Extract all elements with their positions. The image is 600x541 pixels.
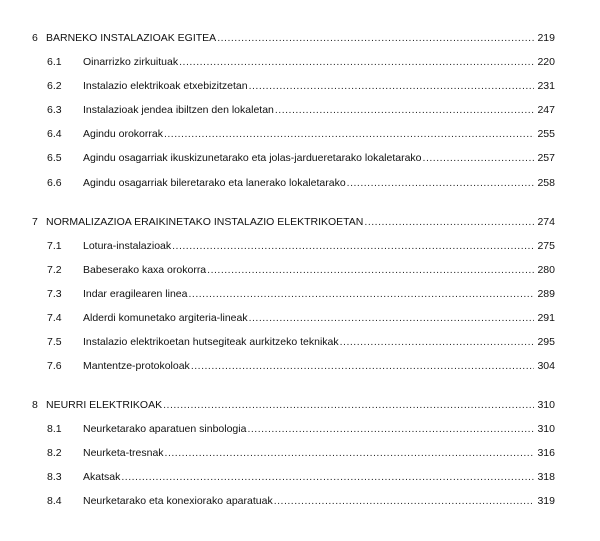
section-number: 7.6 (47, 360, 62, 372)
toc-section-6-3[interactable] (0, 103, 600, 117)
toc-chapter-8[interactable] (0, 398, 600, 412)
toc-section-7-4[interactable] (0, 311, 600, 325)
toc-section-6-2[interactable] (0, 79, 600, 93)
page-number: 291 (537, 312, 555, 324)
page-number: 275 (537, 240, 555, 252)
page-number: 310 (537, 399, 555, 411)
toc-section-8-1[interactable] (0, 422, 600, 436)
section-title: Neurketarako aparatuen sinbologia (83, 423, 247, 435)
section-title: Neurketarako eta konexiorako aparatuak (83, 495, 273, 507)
section-title: Babeserako kaxa orokorra (83, 264, 207, 276)
dot-leader (179, 55, 534, 69)
chapter-number: 8 (32, 399, 38, 411)
chapter-title: BARNEKO INSTALAZIOAK EGITEA (46, 32, 217, 44)
dot-leader (191, 359, 535, 373)
dot-leader (172, 239, 534, 253)
toc-section-6-1[interactable] (0, 55, 600, 69)
chapter-number: 7 (32, 216, 38, 228)
dot-leader (189, 287, 535, 301)
section-number: 7.3 (47, 288, 62, 300)
section-number: 6.6 (47, 177, 62, 189)
page-number: 304 (537, 360, 555, 372)
dot-leader (274, 494, 535, 508)
dot-leader (347, 176, 535, 190)
dot-leader (217, 31, 534, 45)
section-title: Lotura-instalazioak (83, 240, 172, 252)
section-number: 6.3 (47, 104, 62, 116)
dot-leader (249, 311, 535, 325)
section-number: 7.5 (47, 336, 62, 348)
page-number: 220 (537, 56, 555, 68)
page-number: 310 (537, 423, 555, 435)
page-number: 257 (537, 152, 555, 164)
toc-section-7-6[interactable] (0, 359, 600, 373)
chapter-number: 6 (32, 32, 38, 44)
section-number: 8.1 (47, 423, 62, 435)
dot-leader (364, 215, 534, 229)
section-number: 7.4 (47, 312, 62, 324)
toc-section-7-2[interactable] (0, 263, 600, 277)
dot-leader (165, 446, 535, 460)
section-number: 6.4 (47, 128, 62, 140)
page-number: 255 (537, 128, 555, 140)
page-number: 289 (537, 288, 555, 300)
dot-leader (121, 470, 534, 484)
page-number: 319 (537, 495, 555, 507)
section-title: Agindu osagarriak ikuskizunetarako eta jolas-jardueretarako lokaletarako (83, 152, 422, 164)
section-title: Indar eragilearen linea (83, 288, 188, 300)
page-number: 247 (537, 104, 555, 116)
toc-section-7-1[interactable] (0, 239, 600, 253)
page-number: 280 (537, 264, 555, 276)
page-number: 258 (537, 177, 555, 189)
section-title: Instalazio elektrikoetan hutsegiteak aurkitzeko teknikak (83, 336, 339, 348)
chapter-title: NEURRI ELEKTRIKOAK (46, 399, 163, 411)
toc-section-8-2[interactable] (0, 446, 600, 460)
section-number: 8.4 (47, 495, 62, 507)
toc-chapter-7[interactable] (0, 215, 600, 229)
dot-leader (163, 398, 534, 412)
page-number: 295 (537, 336, 555, 348)
section-title: Agindu osagarriak bileretarako eta lanerako lokaletarako (83, 177, 346, 189)
dot-leader (340, 335, 535, 349)
section-number: 8.2 (47, 447, 62, 459)
section-number: 8.3 (47, 471, 62, 483)
section-number: 7.2 (47, 264, 62, 276)
toc-section-7-5[interactable] (0, 335, 600, 349)
toc-section-6-5[interactable] (0, 151, 600, 165)
toc-section-8-4[interactable] (0, 494, 600, 508)
dot-leader (207, 263, 534, 277)
section-number: 7.1 (47, 240, 62, 252)
dot-leader (164, 127, 535, 141)
section-number: 6.2 (47, 80, 62, 92)
section-number: 6.1 (47, 56, 62, 68)
dot-leader (249, 79, 535, 93)
dot-leader (275, 103, 535, 117)
toc-section-6-6[interactable] (0, 176, 600, 190)
section-title: Agindu orokorrak (83, 128, 163, 140)
page-number: 274 (537, 216, 555, 228)
toc-section-7-3[interactable] (0, 287, 600, 301)
page-number: 318 (537, 471, 555, 483)
toc-section-6-4[interactable] (0, 127, 600, 141)
section-title: Instalazio elektrikoak etxebizitzetan (83, 80, 248, 92)
page-number: 219 (537, 32, 555, 44)
section-title: Akatsak (83, 471, 121, 483)
section-title: Alderdi komunetako argiteria-lineak (83, 312, 248, 324)
section-number: 6.5 (47, 152, 62, 164)
chapter-title: NORMALIZAZIOA ERAIKINETAKO INSTALAZIO ELEKTRIKOETAN (46, 216, 364, 228)
dot-leader (247, 422, 534, 436)
page-number: 231 (537, 80, 555, 92)
section-title: Oinarrizko zirkuituak (83, 56, 179, 68)
page-number: 316 (537, 447, 555, 459)
toc-section-8-3[interactable] (0, 470, 600, 484)
toc-chapter-6[interactable] (0, 31, 600, 45)
dot-leader (423, 151, 535, 165)
section-title: Mantentze-protokoloak (83, 360, 190, 372)
section-title: Neurketa-tresnak (83, 447, 164, 459)
section-title: Instalazioak jendea ibiltzen den lokaletan (83, 104, 274, 116)
